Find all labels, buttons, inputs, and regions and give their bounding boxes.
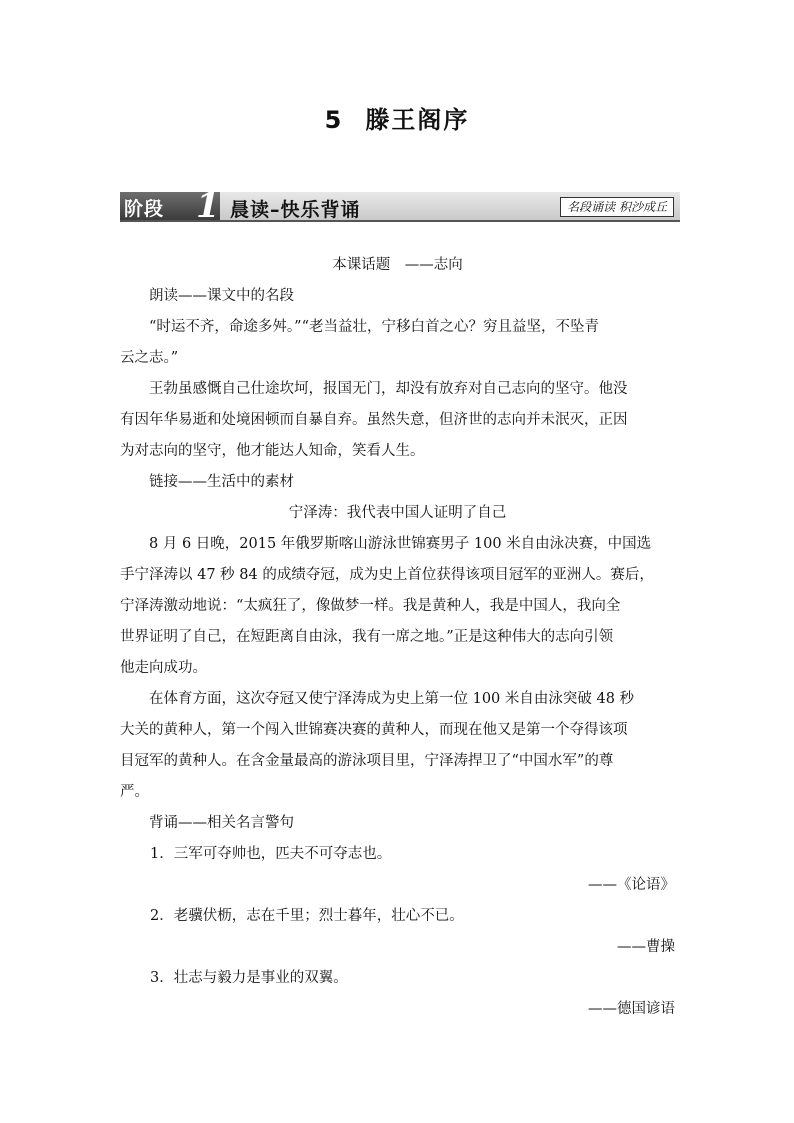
story-line: 世界证明了自己，在短距离自由泳，我有一席之地。”正是这种伟大的志向引领 <box>120 629 614 645</box>
story-line: 手宁泽涛以 47 秒 84 的成绩夺冠，成为史上首位获得该项目冠军的亚洲人。赛后， <box>120 567 654 583</box>
story-line: 宁泽涛激动地说：“太疯狂了，像做梦一样。我是黄种人，我是中国人，我向全 <box>120 598 621 614</box>
main-content <box>120 250 675 1025</box>
quote-line: “时运不齐，命途多舛。”“老当益壮，宁移白首之心？穷且益坚，不坠青 <box>149 319 599 335</box>
topic-line: 本课话题 ——志向 <box>332 257 463 273</box>
saying-source: ——曹操 <box>617 939 675 955</box>
recite-heading: 背诵——相关名言警句 <box>149 815 294 831</box>
stage-badge <box>120 186 220 226</box>
story-line: 8 月 6 日晚，2015 年俄罗斯喀山游泳世锦赛男子 100 米自由泳决赛，中国选 <box>149 536 652 552</box>
stage-title: 晨读–快乐背诵 <box>230 199 361 221</box>
quote-line: 云之志。” <box>120 350 179 366</box>
lesson-number: 5 <box>324 106 344 134</box>
stage-number: 1 <box>196 186 220 226</box>
story-line: 他走向成功。 <box>120 660 207 676</box>
saying-text: 2．老骥伏枥，志在千里；烈士暮年，壮心不已。 <box>150 908 464 924</box>
story-title: 宁泽涛：我代表中国人证明了自己 <box>288 505 507 521</box>
link-heading: 链接——生活中的素材 <box>149 474 294 490</box>
story-line: 目冠军的黄种人。在含金量最高的游泳项目里，宁泽涛捍卫了“中国水军”的尊 <box>120 753 614 769</box>
story-line: 在体育方面，这次夺冠又使宁泽涛成为史上第一位 100 米自由泳突破 48 秒 <box>149 691 635 707</box>
lesson-title <box>0 100 794 135</box>
saying-source: ——《论语》 <box>588 877 675 893</box>
saying-text: 3．壮志与毅力是事业的双翼。 <box>150 970 348 986</box>
motto-box: 名段诵读 积沙成丘 <box>560 197 674 217</box>
analysis-line: 为对志向的坚守，他才能达人知命，笑看人生。 <box>120 443 425 459</box>
saying-text: 1．三军可夺帅也，匹夫不可夺志也。 <box>150 846 392 862</box>
reading-heading: 朗读——课文中的名段 <box>149 288 294 304</box>
lesson-name: 滕王阁序 <box>365 106 470 134</box>
stage-banner <box>120 186 680 226</box>
analysis-line: 有因年华易逝和处境困顿而自暴自弃。虽然失意，但济世的志向并未泯灭，正因 <box>120 412 628 428</box>
analysis-line: 王勃虽感慨自己仕途坎坷，报国无门，却没有放弃对自己志向的坚守。他没 <box>149 381 628 397</box>
stage-word: 阶段 <box>124 198 165 220</box>
story-line: 严。 <box>120 784 149 800</box>
saying-source: ——德国谚语 <box>588 1001 675 1017</box>
story-line: 大关的黄种人，第一个闯入世锦赛决赛的黄种人，而现在他又是第一个夺得该项 <box>120 722 628 738</box>
